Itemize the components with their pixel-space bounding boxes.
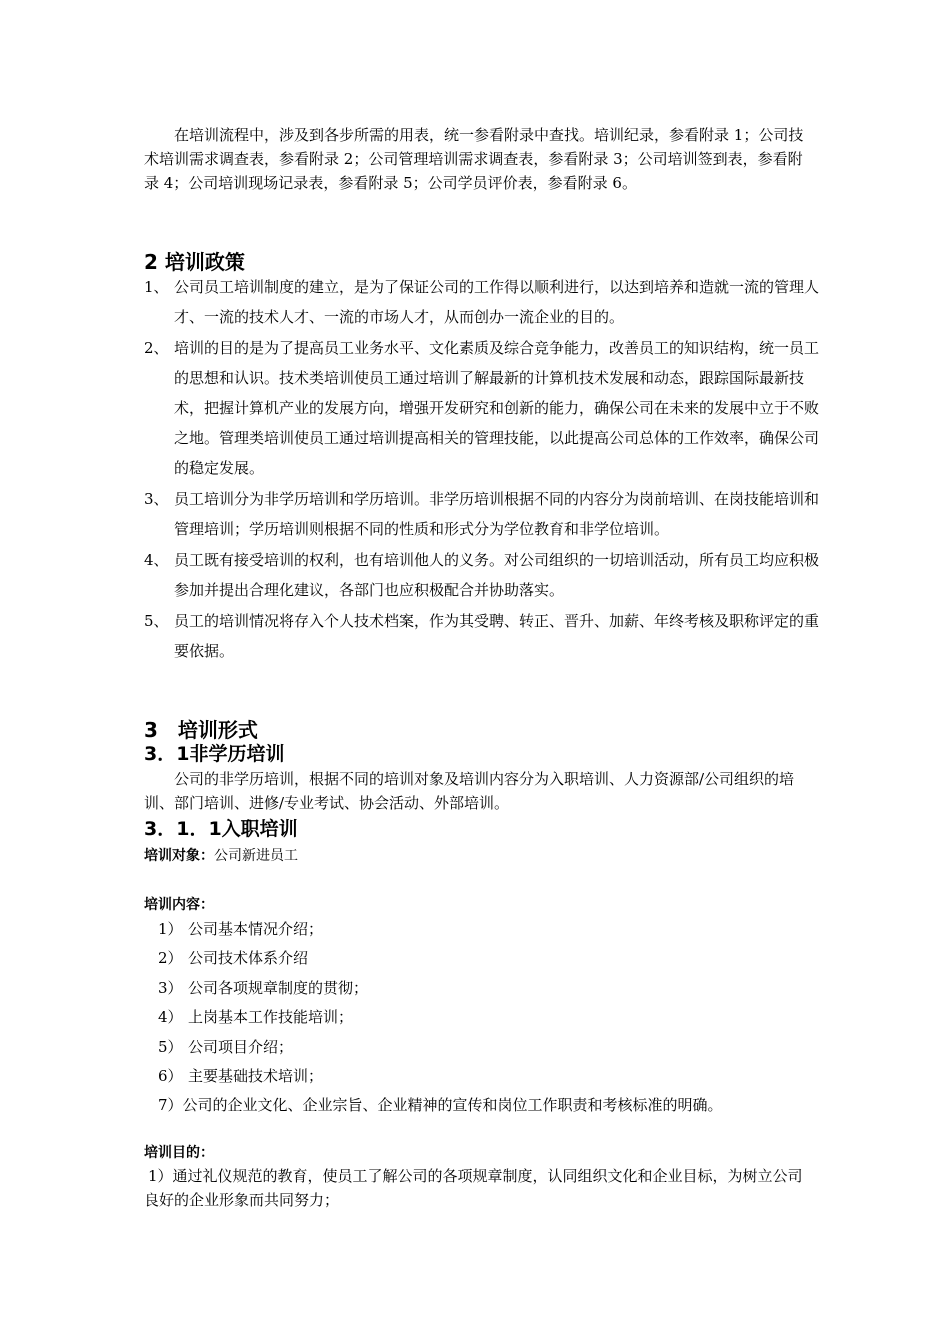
- list-item-text: 公司的企业文化、企业宗旨、企业精神的宣传和岗位工作职责和考核标准的明确。: [182, 1096, 723, 1115]
- list-item-number: 7）: [158, 1096, 183, 1115]
- section-heading-training-policy: 2 培训政策: [144, 250, 245, 274]
- policy-item-text: 培训的目的是为了提高员工业务水平、文化素质及综合竞争能力，改善员工的知识结构，统一员工的思想和认识。技术类培训使员工通过培训了解最新的计算机技术发展和动态，跟踪国际最新技术，把握计算机产业的发展方向，增强开发研究和创新的能力，确保公司在未来的发展中立于不败之地。管理类培训使员工通过培训提高相关的管理技能，以此提高公司总体的工作效率，确保公司的稳定发展。: [174, 339, 820, 477]
- policy-item-number: 4、: [144, 551, 169, 569]
- list-item: [158, 915, 723, 944]
- list-item: [158, 944, 723, 973]
- policy-item: [144, 606, 820, 666]
- policy-item: [144, 333, 820, 483]
- intro-paragraph: 在培训流程中，涉及到各步所需的用表，统一参看附录中查找。培训纪录，参看附录 1；公司技术培训需求调查表，参看附录 2；公司管理培训需求调查表，参看附录 3；公司培训签到表，参看附录 4；公司培训现场记录表，参看附录 5；公司学员评价表，参看附录 6。: [144, 126, 804, 192]
- list-item-number: 1）: [158, 920, 183, 938]
- list-item: [158, 1062, 723, 1091]
- policy-item-number: 1、: [144, 278, 169, 296]
- policy-item: [144, 272, 820, 332]
- list-item: [158, 1033, 723, 1062]
- list-item-number: 2）: [158, 949, 183, 968]
- training-target-value: 公司新进员工: [214, 848, 298, 864]
- policy-item: [144, 484, 820, 544]
- non-degree-paragraph: 公司的非学历培训，根据不同的培训对象及培训内容分为入职培训、人力资源部/公司组织的培训、部门培训、进修/专业考试、协会活动、外部培训。: [144, 770, 795, 812]
- policy-item-text: 员工培训分为非学历培训和学历培训。非学历培训根据不同的内容分为岗前培训、在岗技能培训和管理培训；学历培训则根据不同的性质和形式分为学位教育和非学位培训。: [174, 490, 820, 538]
- policy-item-number: 5、: [144, 612, 169, 630]
- list-item-number: 4）: [158, 1008, 183, 1027]
- list-item-number: 6）: [158, 1067, 183, 1086]
- subsection-heading-non-degree: 3．1非学历培训: [144, 743, 285, 765]
- list-item-text: 公司技术体系介绍: [188, 949, 309, 968]
- list-item-number: 3）: [158, 978, 183, 997]
- training-content-list: [158, 915, 723, 1121]
- list-item-text: 公司项目介绍；: [188, 1037, 294, 1056]
- policy-item: [144, 545, 820, 605]
- policy-item-text: 员工的培训情况将存入个人技术档案，作为其受聘、转正、晋升、加薪、年终考核及职称评定的重要依据。: [174, 612, 820, 660]
- list-item-text: 主要基础技术培训；: [188, 1067, 324, 1086]
- training-purpose-paragraph: 1）通过礼仪规范的教育，使员工了解公司的各项规章制度，认同组织文化和企业目标，为树立公司良好的企业形象而共同努力；: [144, 1167, 803, 1209]
- subsection-heading-onboarding: 3．1．1入职培训: [144, 818, 298, 840]
- policy-item-number: 2、: [144, 339, 169, 357]
- policy-item-text: 公司员工培训制度的建立，是为了保证公司的工作得以顺利进行，以达到培养和造就一流的管理人才、一流的技术人才、一流的市场人才，从而创办一流企业的目的。: [174, 278, 820, 326]
- list-item: [158, 1003, 723, 1032]
- list-item: [158, 974, 723, 1003]
- training-target: [144, 845, 298, 867]
- training-purpose-label: 培训目的：: [144, 1145, 214, 1161]
- list-item-text: 公司基本情况介绍；: [188, 920, 324, 938]
- training-content-label: 培训内容：: [144, 897, 214, 913]
- policy-item-number: 3、: [144, 490, 169, 508]
- policy-item-text: 员工既有接受培训的权利，也有培训他人的义务。对公司组织的一切培训活动，所有员工均应积极参加并提出合理化建议，各部门也应积极配合并协助落实。: [174, 551, 820, 599]
- section-heading-training-forms: 3 培训形式: [144, 718, 258, 742]
- policy-list: [144, 272, 820, 667]
- list-item-number: 5）: [158, 1037, 183, 1056]
- training-target-label: 培训对象：: [144, 848, 214, 864]
- list-item: [158, 1091, 723, 1120]
- list-item-text: 上岗基本工作技能培训；: [188, 1008, 354, 1027]
- list-item-text: 公司各项规章制度的贯彻；: [188, 978, 369, 997]
